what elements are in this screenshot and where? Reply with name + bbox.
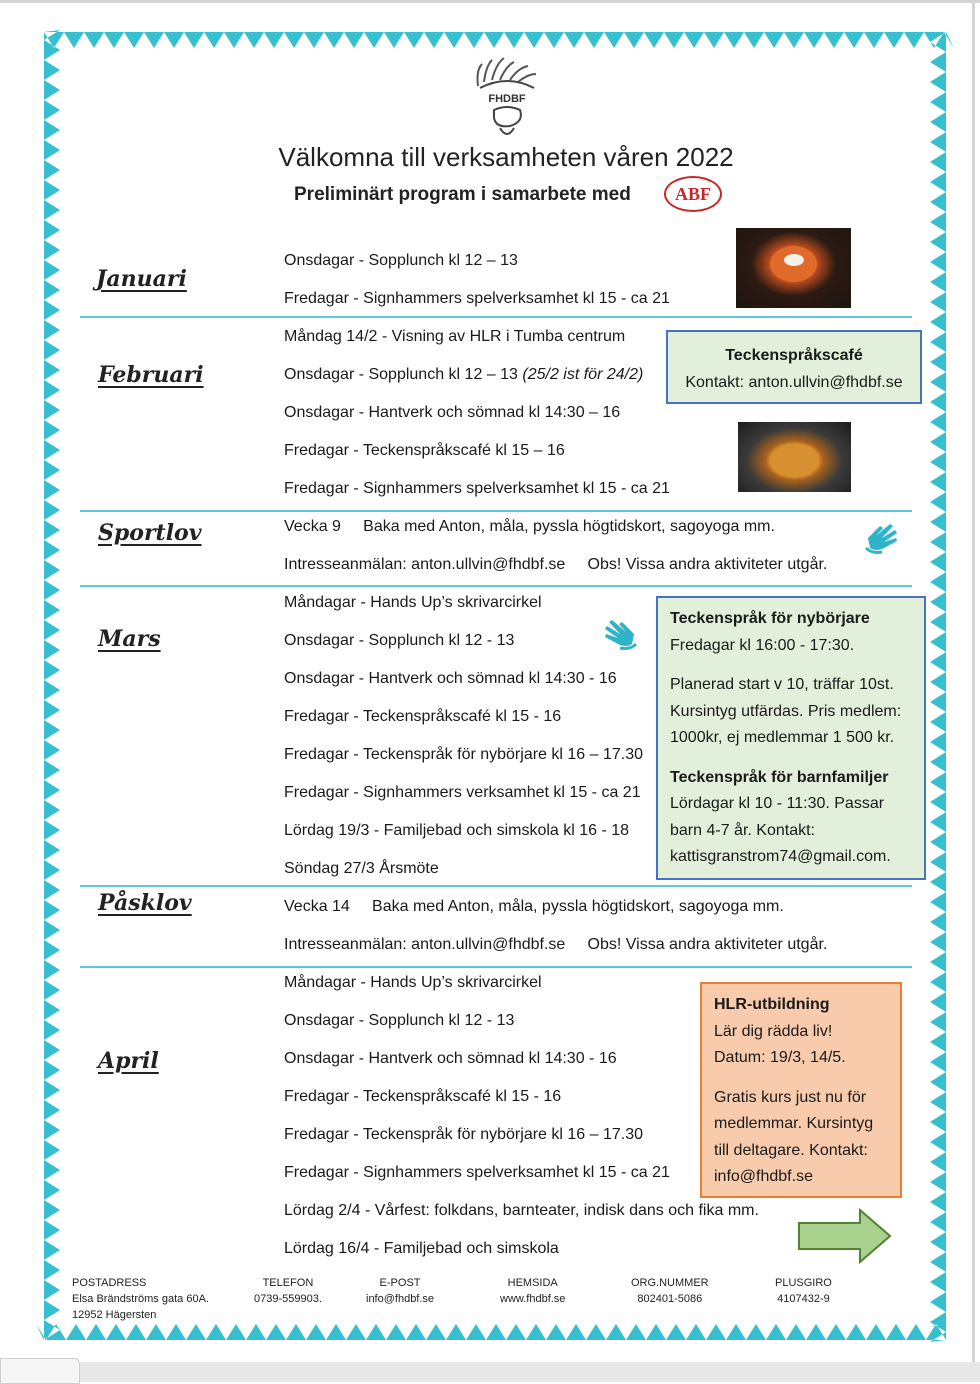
schedule-line: Fredagar - Teckenspråkscafé kl 15 - 16 <box>284 708 562 725</box>
page-title: Välkomna till verksamheten våren 2022 <box>278 142 734 172</box>
schedule-line: Fredagar - Signhammers spelverksamhet kl 15 - ca 21 <box>284 290 670 307</box>
footer-org-number <box>631 1275 709 1307</box>
box-text: Fredagar kl 16:00 - 17:30. <box>670 636 855 654</box>
section-divider <box>80 585 912 587</box>
sign-language-hand-icon <box>862 514 902 556</box>
schedule-line: Lördag 2/4 - Vårfest: folkdans, barnteater, indisk dans och fika mm. <box>284 1202 759 1219</box>
box-contact: Kontakt: anton.ullvin@fhdbf.se <box>685 374 903 391</box>
teckensprak-info-box <box>656 596 926 880</box>
month-label-pasklov: Påsklov <box>98 890 192 916</box>
footer-email <box>366 1275 434 1307</box>
box-title: Teckenspråk för barnfamiljer <box>670 768 889 786</box>
schedule-line: Onsdagar - Sopplunch kl 12 – 13 <box>284 252 518 269</box>
month-label-april: April <box>98 1048 159 1074</box>
schedule-line: Söndag 27/3 Årsmöte <box>284 860 439 877</box>
schedule-line: Intresseanmälan: anton.ullvin@fhdbf.se Obs! Vissa andra aktiviteter utgår. <box>284 936 828 953</box>
box-text: Lördagar kl 10 - 11:30. Passar <box>670 795 885 812</box>
month-label-sportlov: Sportlov <box>98 520 202 546</box>
logo-text: FHDBF <box>488 93 526 105</box>
footer-label: ORG.NUMMER <box>631 1277 709 1289</box>
schedule-line: Måndag 14/2 - Visning av HLR i Tumba centrum <box>284 328 626 345</box>
cake-photo <box>738 422 851 492</box>
box-text: 1000kr, ej medlemmar 1 500 kr. <box>670 729 895 746</box>
next-page-arrow-icon <box>798 1208 892 1264</box>
footer-phone <box>254 1275 322 1307</box>
schedule-line: Onsdagar - Sopplunch kl 12 - 13 <box>284 1012 515 1029</box>
schedule-line <box>284 366 643 384</box>
schedule-line: Vecka 14 Baka med Anton, måla, pyssla högtidskort, sagoyoga mm. <box>284 898 784 915</box>
schedule-line: Onsdagar - Hantverk och sömnad kl 14:30 - 16 <box>284 1050 617 1067</box>
month-label-januari: Januari <box>96 266 187 292</box>
schedule-line: Fredagar - Teckenspråk för nybörjare kl 16 – 17.30 <box>284 746 644 763</box>
box-text: till deltagare. Kontakt: <box>714 1141 868 1159</box>
footer-label: POSTADRESS <box>72 1277 147 1289</box>
sign-language-hand-icon <box>600 610 640 652</box>
box-text: Kursintyg utfärdas. Pris medlem: <box>670 702 902 720</box>
box-text: barn 4-7 år. Kontakt: <box>670 821 815 839</box>
schedule-line: Fredagar - Teckenspråkscafé kl 15 – 16 <box>284 442 565 459</box>
box-text: Gratis kurs just nu för <box>714 1088 867 1106</box>
footer-value: info@fhdbf.se <box>366 1293 435 1305</box>
footer-label: PLUSGIRO <box>775 1277 832 1289</box>
page-subtitle: Preliminärt program i samarbete med <box>294 184 631 205</box>
section-divider <box>80 510 912 512</box>
schedule-line: Fredagar - Teckenspråk för nybörjare kl 16 – 17.30 <box>284 1126 644 1143</box>
schedule-line: Fredagar - Signhammers verksamhet kl 15 - ca 21 <box>284 784 641 801</box>
section-divider <box>80 316 912 318</box>
box-text: Datum: 19/3, 14/5. <box>714 1049 846 1066</box>
abf-logo: ABF <box>664 176 722 212</box>
schedule-line: Onsdagar - Hantverk och sömnad kl 14:30 - 16 <box>284 670 617 687</box>
footer-value: www.fhdbf.se <box>500 1293 566 1305</box>
box-text: info@fhdbf.se <box>714 1168 813 1185</box>
box-text: Lär dig rädda liv! <box>714 1022 833 1040</box>
month-label-februari: Februari <box>98 362 204 388</box>
schedule-line: Onsdagar - Sopplunch kl 12 - 13 <box>284 632 515 649</box>
footer-label: TELEFON <box>262 1277 314 1289</box>
footer-value: Elsa Brändströms gata 60A. <box>72 1293 209 1305</box>
footer-plusgiro <box>775 1275 832 1307</box>
schedule-line: Lördag 16/4 - Familjebad och simskola <box>284 1240 559 1257</box>
box-title: Teckenspråkscafé <box>725 347 863 364</box>
box-text: Planerad start v 10, träffar 10st. <box>670 676 894 693</box>
schedule-line: Intresseanmälan: anton.ullvin@fhdbf.se Obs! Vissa andra aktiviteter utgår. <box>284 556 828 573</box>
schedule-line: Måndagar - Hands Up’s skrivarcirkel <box>284 974 542 991</box>
page-bottom-area <box>0 1362 980 1382</box>
schedule-line: Onsdagar - Hantverk och sömnad kl 14:30 – 16 <box>284 404 621 421</box>
schedule-line: Fredagar - Signhammers spelverksamhet kl 15 - ca 21 <box>284 1164 670 1181</box>
footer-address <box>72 1275 209 1323</box>
schedule-line: Måndagar - Hands Up’s skrivarcirkel <box>284 594 542 611</box>
window-corner-tab[interactable] <box>0 1358 80 1384</box>
schedule-line-main: Onsdagar - Sopplunch kl 12 – 13 <box>284 366 523 383</box>
hlr-utbildning-box <box>700 982 902 1198</box>
section-divider <box>80 966 912 968</box>
footer-website <box>500 1275 565 1307</box>
schedule-line: Lördag 19/3 - Familjebad och simskola kl 16 - 18 <box>284 822 630 839</box>
box-title: HLR-utbildning <box>714 996 830 1013</box>
footer-label: HEMSIDA <box>507 1277 558 1289</box>
footer-value: 802401-5086 <box>637 1293 703 1305</box>
month-label-mars: Mars <box>98 626 161 652</box>
footer-label: E-POST <box>379 1277 421 1289</box>
schedule-line-note: (25/2 ist för 24/2) <box>522 366 644 383</box>
box-text: kattisgranstrom74@gmail.com. <box>670 848 891 865</box>
footer-value: 0739-559903. <box>254 1293 322 1305</box>
teckensprakscafe-box <box>666 330 922 404</box>
fhdbf-logo <box>470 52 544 142</box>
soup-photo <box>736 228 851 308</box>
section-divider <box>80 885 912 887</box>
schedule-line: Fredagar - Signhammers spelverksamhet kl 15 - ca 21 <box>284 480 670 497</box>
box-text: medlemmar. Kursintyg <box>714 1115 874 1132</box>
schedule-line: Fredagar - Teckenspråkscafé kl 15 - 16 <box>284 1088 562 1105</box>
schedule-line: Vecka 9 Baka med Anton, måla, pyssla högtidskort, sagoyoga mm. <box>284 518 775 535</box>
footer-value: 12952 Hägersten <box>72 1309 157 1321</box>
footer-value: 4107432-9 <box>777 1293 830 1305</box>
box-title: Teckenspråk för nybörjare <box>670 610 870 627</box>
